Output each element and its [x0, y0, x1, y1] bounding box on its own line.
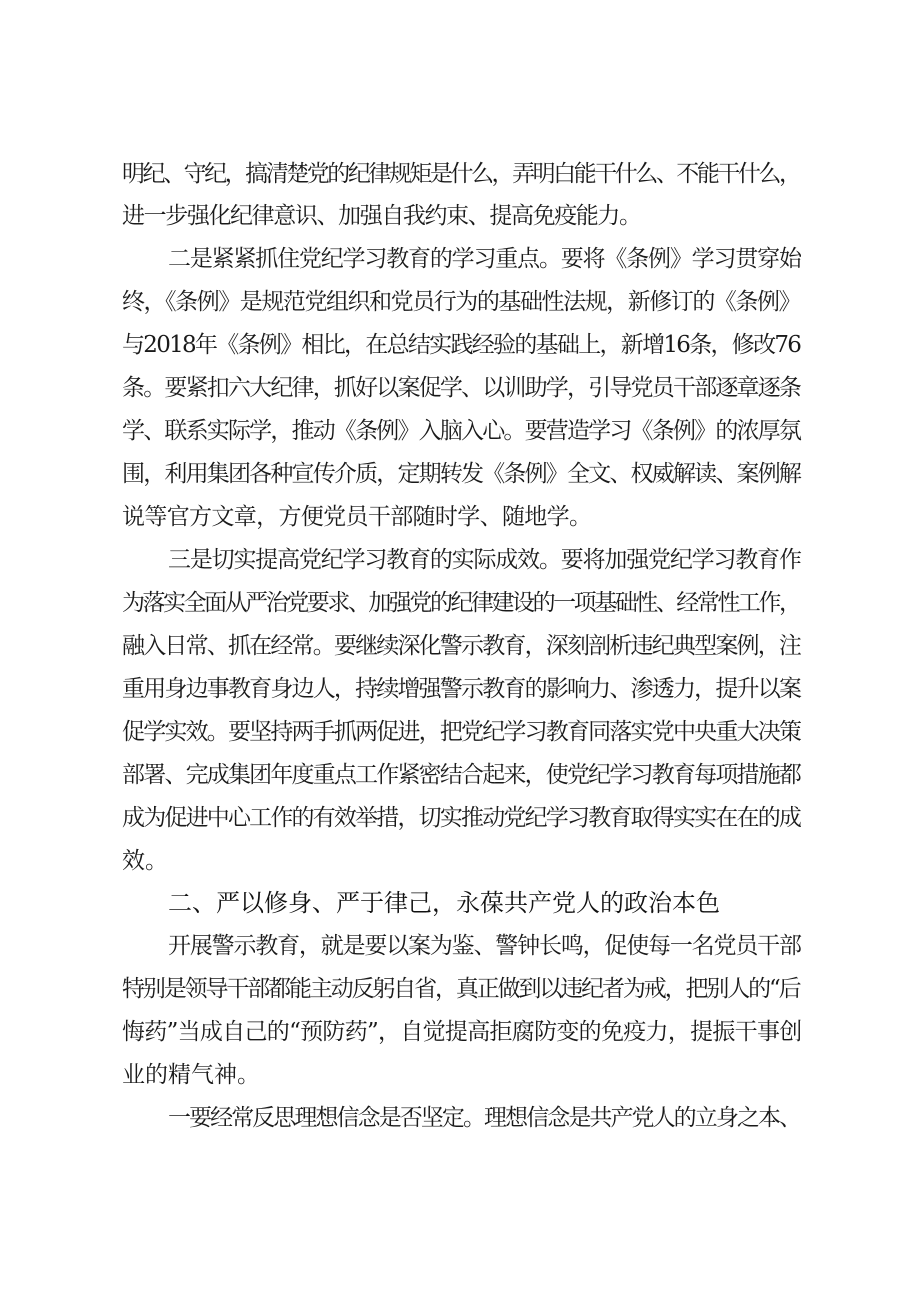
paragraph-4-line-2: 特别是领导干部都能主动反躬自省，真正做到以违纪者为戒，把别人的“后	[122, 976, 800, 1002]
section-heading: 二、严以修身、严于律己，永葆共产党人的政治本色	[168, 889, 720, 917]
paragraph-2-line-6: 围，利用集团各种宣传介质，定期转发《条例》全文、权威解读、案例解	[122, 461, 801, 487]
paragraph-3-line-4: 重用身边事教育身边人，持续增强警示教育的影响力、渗透力，提升以案	[122, 676, 801, 702]
paragraph-2-line-2: 终，《条例》是规范党组织和党员行为的基础性法规，新修订的《条例》	[122, 289, 801, 315]
body-line-1: 明纪、守纪，搞清楚党的纪律规矩是什么，弄明白能干什么、不能干什么，	[122, 161, 800, 187]
paragraph-2-line-3: 与2018年《条例》相比，在总结实践经验的基础上，新增16条，修改76	[122, 332, 801, 358]
paragraph-3-line-3: 融入日常、抓在经常。要继续深化警示教育，深刻剖析违纪典型案例，注	[122, 633, 801, 659]
paragraph-4-line-1: 开展警示教育，就是要以案为鉴、警钟长鸣，促使每一名党员干部	[168, 933, 801, 959]
paragraph-3-line-6: 部署、完成集团年度重点工作紧密结合起来，使党纪学习教育每项措施都	[122, 762, 801, 788]
paragraph-3-line-8: 效。	[122, 848, 168, 874]
paragraph-2-line-4: 条。要紧扣六大纪律，抓好以案促学、以训助学，引导党员干部逐章逐条	[122, 375, 801, 401]
paragraph-4-line-3: 悔药”当成自己的“预防药”，自觉提高拒腐防变的免疫力，提振干事创	[122, 1019, 802, 1045]
body-line-2: 进一步强化纪律意识、加强自我约束、提高免疫能力。	[122, 203, 641, 229]
paragraph-4-line-4: 业的精气神。	[122, 1062, 260, 1088]
paragraph-3-line-1: 三是切实提高党纪学习教育的实际成效。要将加强党纪学习教育作	[168, 547, 801, 573]
paragraph-5-line-1: 一要经常反思理想信念是否坚定。理想信念是共产党人的立身之本、	[168, 1105, 801, 1131]
paragraph-3-line-7: 成为促进中心工作的有效举措，切实推动党纪学习教育取得实实在在的成	[122, 805, 801, 831]
paragraph-2-line-1: 二是紧紧抓住党纪学习教育的学习重点。要将《条例》学习贯穿始	[168, 246, 801, 272]
paragraph-2-line-7: 说等官方文章，方便党员干部随时学、随地学。	[122, 504, 592, 530]
paragraph-3-line-2: 为落实全面从严治党要求、加强党的纪律建设的一项基础性、经常性工作，	[122, 590, 800, 616]
paragraph-2-line-5: 学、联系实际学，推动《条例》入脑入心。要营造学习《条例》的浓厚氛	[122, 418, 801, 444]
paragraph-3-line-5: 促学实效。要坚持两手抓两促进，把党纪学习教育同落实党中央重大决策	[122, 719, 801, 745]
